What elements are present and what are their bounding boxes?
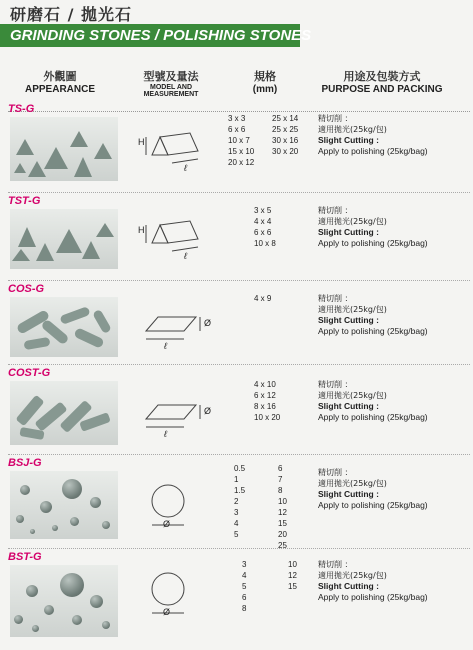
purpose-cn-line1: 精切削 ： (318, 380, 353, 389)
purpose-en-line1: Slight Cutting : (318, 581, 379, 591)
size-value: 15 x 10 (228, 147, 255, 156)
col-header-spec-en: (mm) (252, 84, 278, 95)
product-photo (10, 565, 118, 637)
ball-diagram (138, 481, 218, 537)
dim-label-length: ℓ (184, 163, 187, 173)
size-value: 10 (288, 560, 297, 569)
purpose-cn-line2: 適用拋光(25kg/包) (318, 305, 387, 314)
size-value: 4 x 9 (254, 294, 272, 303)
purpose-cn-line1: 精切削 ： (318, 560, 353, 569)
size-list-left (234, 463, 245, 540)
size-value: 12 (278, 508, 287, 517)
size-list-left (228, 113, 254, 168)
dim-label-height: H (138, 137, 145, 147)
size-value: 4 x 10 (254, 380, 276, 389)
size-value: 8 (242, 604, 247, 613)
size-value: 25 x 25 (272, 125, 299, 134)
product-row-cost-g (8, 365, 470, 455)
dim-label-length: ℓ (184, 251, 187, 261)
size-value: 10 x 8 (254, 239, 276, 248)
size-value: 3 (234, 508, 239, 517)
size-value: 20 (278, 530, 287, 539)
col-header-purpose-cn: 用途及包裝方式 (343, 70, 421, 83)
size-value: 5 (234, 530, 239, 539)
size-value: 30 x 20 (272, 147, 299, 156)
size-value: 6 (242, 593, 247, 602)
product-photo (10, 209, 118, 269)
size-value: 10 x 20 (254, 413, 281, 422)
product-code: BSJ-G (8, 457, 42, 469)
purpose-en-line1: Slight Cutting : (318, 401, 379, 411)
size-value: 1 (234, 475, 239, 484)
product-photo (10, 117, 118, 181)
product-code: TST-G (8, 195, 41, 207)
purpose-en-line1: Slight Cutting : (318, 489, 379, 499)
size-value: 4 x 4 (254, 217, 272, 226)
col-header-appearance (20, 68, 100, 95)
product-code: COS-G (8, 283, 45, 295)
purpose-en-line2: Apply to polishing (25kg/bag) (318, 238, 428, 248)
size-value: 30 x 16 (272, 136, 299, 145)
product-row-cos-g (8, 281, 470, 365)
purpose-cn-line1: 精切削 ： (318, 206, 353, 215)
purpose-en-line1: Slight Cutting : (318, 315, 379, 325)
size-value: 5 (242, 582, 247, 591)
size-value: 0.5 (234, 464, 246, 473)
size-value: 1.5 (234, 486, 246, 495)
page-title-en: GRINDING STONES / POLISHING STONES (10, 27, 312, 44)
product-row-bst-g (8, 549, 470, 647)
page-title-cn: 研磨石 / 拋光石 (10, 5, 132, 24)
prism-diagram (138, 129, 218, 175)
product-row-ts-g (8, 101, 470, 193)
size-value: 3 x 5 (254, 206, 272, 215)
size-value: 3 (242, 560, 247, 569)
size-value: 25 (278, 541, 287, 550)
size-list-right (272, 113, 298, 157)
dim-label-height: H (138, 225, 145, 235)
size-value: 3 x 3 (228, 114, 246, 123)
size-value: 20 x 12 (228, 158, 255, 167)
dim-label-diameter: Ø (204, 406, 212, 416)
purpose-en-line2: Apply to polishing (25kg/bag) (318, 592, 428, 602)
product-code: BST-G (8, 551, 42, 563)
purpose-en-line1: Slight Cutting : (318, 227, 379, 237)
purpose-block (318, 559, 428, 603)
product-photo (10, 381, 118, 445)
page-title-bar (0, 24, 312, 47)
size-value: 6 x 12 (254, 391, 276, 400)
purpose-en-line2: Apply to polishing (25kg/bag) (318, 326, 428, 336)
purpose-cn-line2: 適用拋光(25kg/包) (318, 217, 387, 226)
purpose-block (318, 113, 428, 157)
size-value: 6 x 6 (254, 228, 272, 237)
purpose-block (318, 293, 428, 337)
dim-label-diameter: Ø (163, 519, 171, 529)
size-list-left (242, 559, 246, 614)
purpose-en-line2: Apply to polishing (25kg/bag) (318, 500, 428, 510)
size-value: 2 (234, 497, 239, 506)
purpose-en-line2: Apply to polishing (25kg/bag) (318, 146, 428, 156)
dim-label-diameter: Ø (204, 318, 212, 328)
purpose-cn-line2: 適用拋光(25kg/包) (318, 125, 387, 134)
product-row-bsj-g (8, 455, 470, 549)
size-value: 4 (242, 571, 247, 580)
purpose-cn-line2: 適用拋光(25kg/包) (318, 479, 387, 488)
purpose-cn-line2: 適用拋光(25kg/包) (318, 571, 387, 580)
product-row-tst-g (8, 193, 470, 281)
purpose-cn-line1: 精切削 ： (318, 468, 353, 477)
ball-diagram (138, 569, 218, 625)
prism-diagram (138, 217, 218, 263)
col-header-model-cn: 型號及量法 (143, 70, 199, 83)
purpose-en-line2: Apply to polishing (25kg/bag) (318, 412, 428, 422)
slanted-bar-diagram (138, 399, 218, 439)
purpose-block (318, 379, 428, 423)
size-value: 15 (288, 582, 297, 591)
size-list-left (254, 293, 271, 304)
col-header-appearance-cn: 外觀圖 (43, 70, 77, 83)
purpose-cn-line1: 精切削 ： (318, 294, 353, 303)
product-photo (10, 471, 118, 539)
col-header-model-en: MODEL AND MEASUREMENT (143, 84, 199, 98)
col-header-model (122, 68, 220, 98)
col-header-purpose-en: PURPOSE AND PACKING (321, 84, 443, 95)
size-value: 15 (278, 519, 287, 528)
size-list-right (278, 463, 287, 551)
col-header-purpose (312, 68, 452, 95)
purpose-cn-line1: 精切削 ： (318, 114, 353, 123)
dim-label-length: ℓ (164, 341, 167, 351)
size-list-left (254, 379, 280, 423)
dim-label-diameter: Ø (163, 607, 171, 617)
size-value: 12 (288, 571, 297, 580)
purpose-cn-line2: 適用拋光(25kg/包) (318, 391, 387, 400)
purpose-en-line1: Slight Cutting : (318, 135, 379, 145)
product-photo (10, 297, 118, 357)
purpose-block (318, 205, 428, 249)
size-value: 7 (278, 475, 283, 484)
size-value: 4 (234, 519, 239, 528)
product-code: COST-G (8, 367, 51, 379)
size-value: 6 x 6 (228, 125, 246, 134)
col-header-spec (240, 68, 290, 95)
col-header-spec-cn: 規格 (254, 70, 276, 83)
size-value: 6 (278, 464, 283, 473)
purpose-block (318, 467, 428, 511)
oval-bar-diagram (138, 311, 218, 351)
size-list-left (254, 205, 276, 249)
size-value: 8 (278, 486, 283, 495)
size-list-right (288, 559, 297, 592)
col-header-appearance-en: APPEARANCE (24, 84, 95, 95)
dim-label-length: ℓ (164, 429, 167, 439)
size-value: 10 x 7 (228, 136, 250, 145)
size-value: 10 (278, 497, 287, 506)
product-code: TS-G (8, 103, 35, 115)
size-value: 25 x 14 (272, 114, 299, 123)
size-value: 8 x 16 (254, 402, 276, 411)
